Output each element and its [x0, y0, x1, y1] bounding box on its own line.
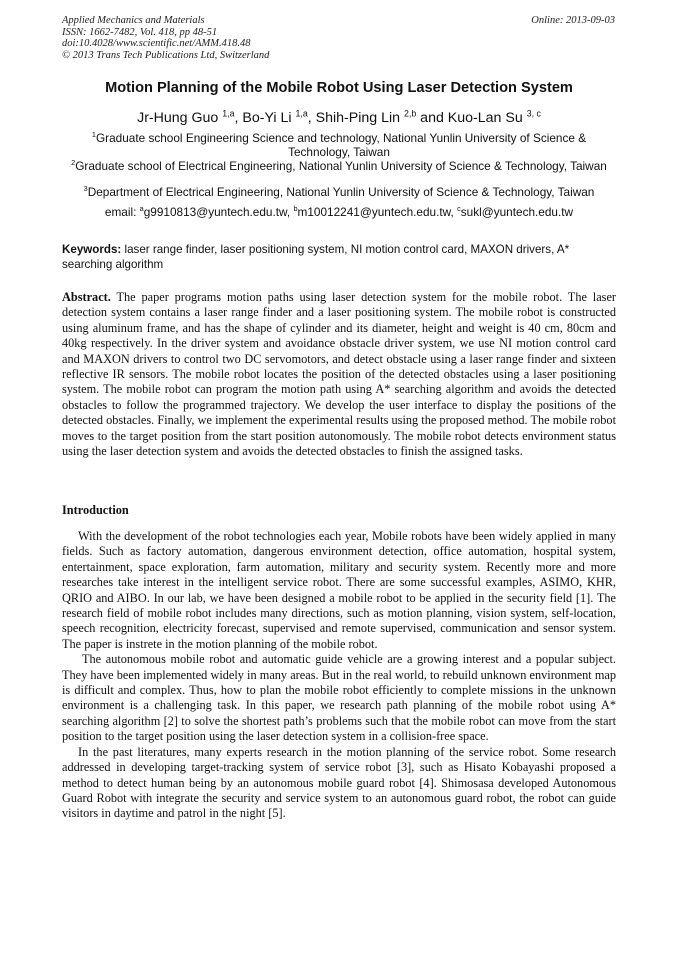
email-label: email:: [104, 205, 137, 219]
author-name: Shih-Ping Lin: [315, 110, 401, 126]
author-separator: ,: [234, 110, 243, 126]
online-date: Online: 2013-09-03: [531, 15, 615, 26]
author-affiliation-mark: 1,a: [222, 108, 235, 119]
paragraph: With the development of the robot technologies each year, Mobile robots have been widely applied in many fields. Such as factory automation, dangerous environment detection, office automation, hospital system, entertainment, space exploration, farm automation, military and security system. Recently more and more researches take interest in the intelligent service robot. There are some successful examples, ASIMO, KHR, QRIO and AIBO. In our lab, we have been designed a mobile robot to be applied in the security field [1]. The research field of mobile robot includes many directions, such as motion planning, vision system, self-location, speech recognition, electricity forecast, supervised and remote supervised, communication and sensor system. The paper is instrete in the motion planning of the mobile robot.: [62, 529, 616, 651]
affiliation-text: Department of Electrical Engineering, National Yunlin University of Science & Technology, Taiwan: [87, 185, 595, 199]
journal-header: [62, 15, 269, 61]
author-affiliation-mark: 1,a: [295, 108, 308, 119]
copyright-line: © 2013 Trans Tech Publications Ltd, Switzerland: [62, 49, 270, 61]
affiliation-number: 1: [91, 130, 96, 140]
paragraph: In the past literatures, many experts research in the motion planning of the service robot. Some research addressed in developing target-tracking system of service robot [3], such as Hisato Kobayashi proposed a method to detect human being by an autonomous mobile guard robot [4]. Shimosasa developed Autonomous Guard Robot with integrate the security and service system to an autonomous guard robot, the robot can guide visitors in daytime and patrol in the night [5].: [62, 744, 616, 821]
keywords-section: [62, 242, 616, 272]
abstract-section: [62, 290, 616, 459]
author-name: Kuo-Lan Su: [447, 110, 523, 126]
author-affiliation-mark: 2,b: [404, 108, 417, 119]
section-heading-introduction: Introduction: [62, 503, 129, 517]
affiliation-3: [62, 185, 616, 199]
abstract-label: Abstract.: [62, 290, 111, 304]
author-separator: and: [416, 110, 448, 126]
email-address-c[interactable]: sukl@yuntech.edu.tw: [460, 205, 574, 219]
journal-name: Applied Mechanics and Materials: [62, 15, 205, 26]
affiliation-text: Graduate school Engineering Science and technology, National Yunlin University of Science & Technology, Taiwan: [95, 131, 587, 159]
email-mark: b: [293, 204, 298, 214]
email-mark: c: [457, 204, 461, 214]
author-separator: ,: [307, 110, 316, 126]
email-mark: a: [139, 204, 144, 214]
affiliation-number: 2: [71, 158, 76, 168]
keywords-label: Keywords:: [62, 243, 122, 256]
author-affiliation-mark: 3, c: [526, 108, 541, 119]
email-address-b[interactable]: m10012241@yuntech.edu.tw,: [297, 205, 454, 219]
paragraph: The autonomous mobile robot and automatic guide vehicle are a growing interest and a popular subject. They have been implemented widely in many areas. But in the real world, to rebuild unknown environment map is difficult and complex. Thus, how to plan the mobile robot efficiently to complete missions in the unknown environment is a challenging task. In this paper, we research path planning of the mobile robot using A* searching algorithm [2] to solve the shortest path’s problems such that the mobile robot can move from the start position to the target position using the laser detection system in a collision-free space.: [62, 652, 616, 744]
issn-line: ISSN: 1662-7482, Vol. 418, pp 48-51: [62, 26, 218, 38]
abstract-text: The paper programs motion paths using laser detection system for the mobile robot. The laser detection system contains a laser range finder and a laser positioning system. The mobile robot is constructed using aluminum frame, and has the shape of cylinder and its diameter, height and weight is 40 cm, 80cm and 40kg respectively. In the driver system and avoidance obstacle driver system, we use NI motion control card and MAXON drivers to control two DC servomotors, and detect obstacle using a laser range finder and sixteen reflective IR sensors. The mobile robot locates the position of the detected obstacles using a laser positioning system. The mobile robot can program the motion path using A* searching algorithm and avoids the detected obstacles to follow the programmed trajectory. We develop the user interface to display the positions of the detected obstacles. Finally, we implement the experimental results using the proposed method. The mobile robot moves to the target position from the start position autonomously. The mobile robot detects environment status using the laser detection system and avoids the detected obstacles to finish the assigned tasks.: [62, 290, 617, 459]
email-address-a[interactable]: g9910813@yuntech.edu.tw,: [143, 205, 291, 219]
email-line: [0, 205, 678, 219]
paper-title: Motion Planning of the Mobile Robot Using Laser Detection System: [105, 80, 573, 96]
affiliation-text: Graduate school of Electrical Engineering, National Yunlin University of Science & Technology, Taiwan: [75, 159, 607, 173]
keywords-text: laser range finder, laser positioning system, NI motion control card, MAXON drivers, A* searching algorithm: [62, 243, 570, 271]
introduction-body: [62, 529, 616, 822]
author-name: Jr-Hung Guo: [137, 110, 219, 126]
author-list: [0, 110, 678, 126]
affiliation-2: [62, 159, 616, 173]
author-name: Bo-Yi Li: [242, 110, 292, 126]
doi-line: doi:10.4028/www.scientific.net/AMM.418.48: [62, 38, 251, 50]
affiliation-1: [62, 131, 616, 159]
affiliation-number: 3: [83, 184, 88, 194]
